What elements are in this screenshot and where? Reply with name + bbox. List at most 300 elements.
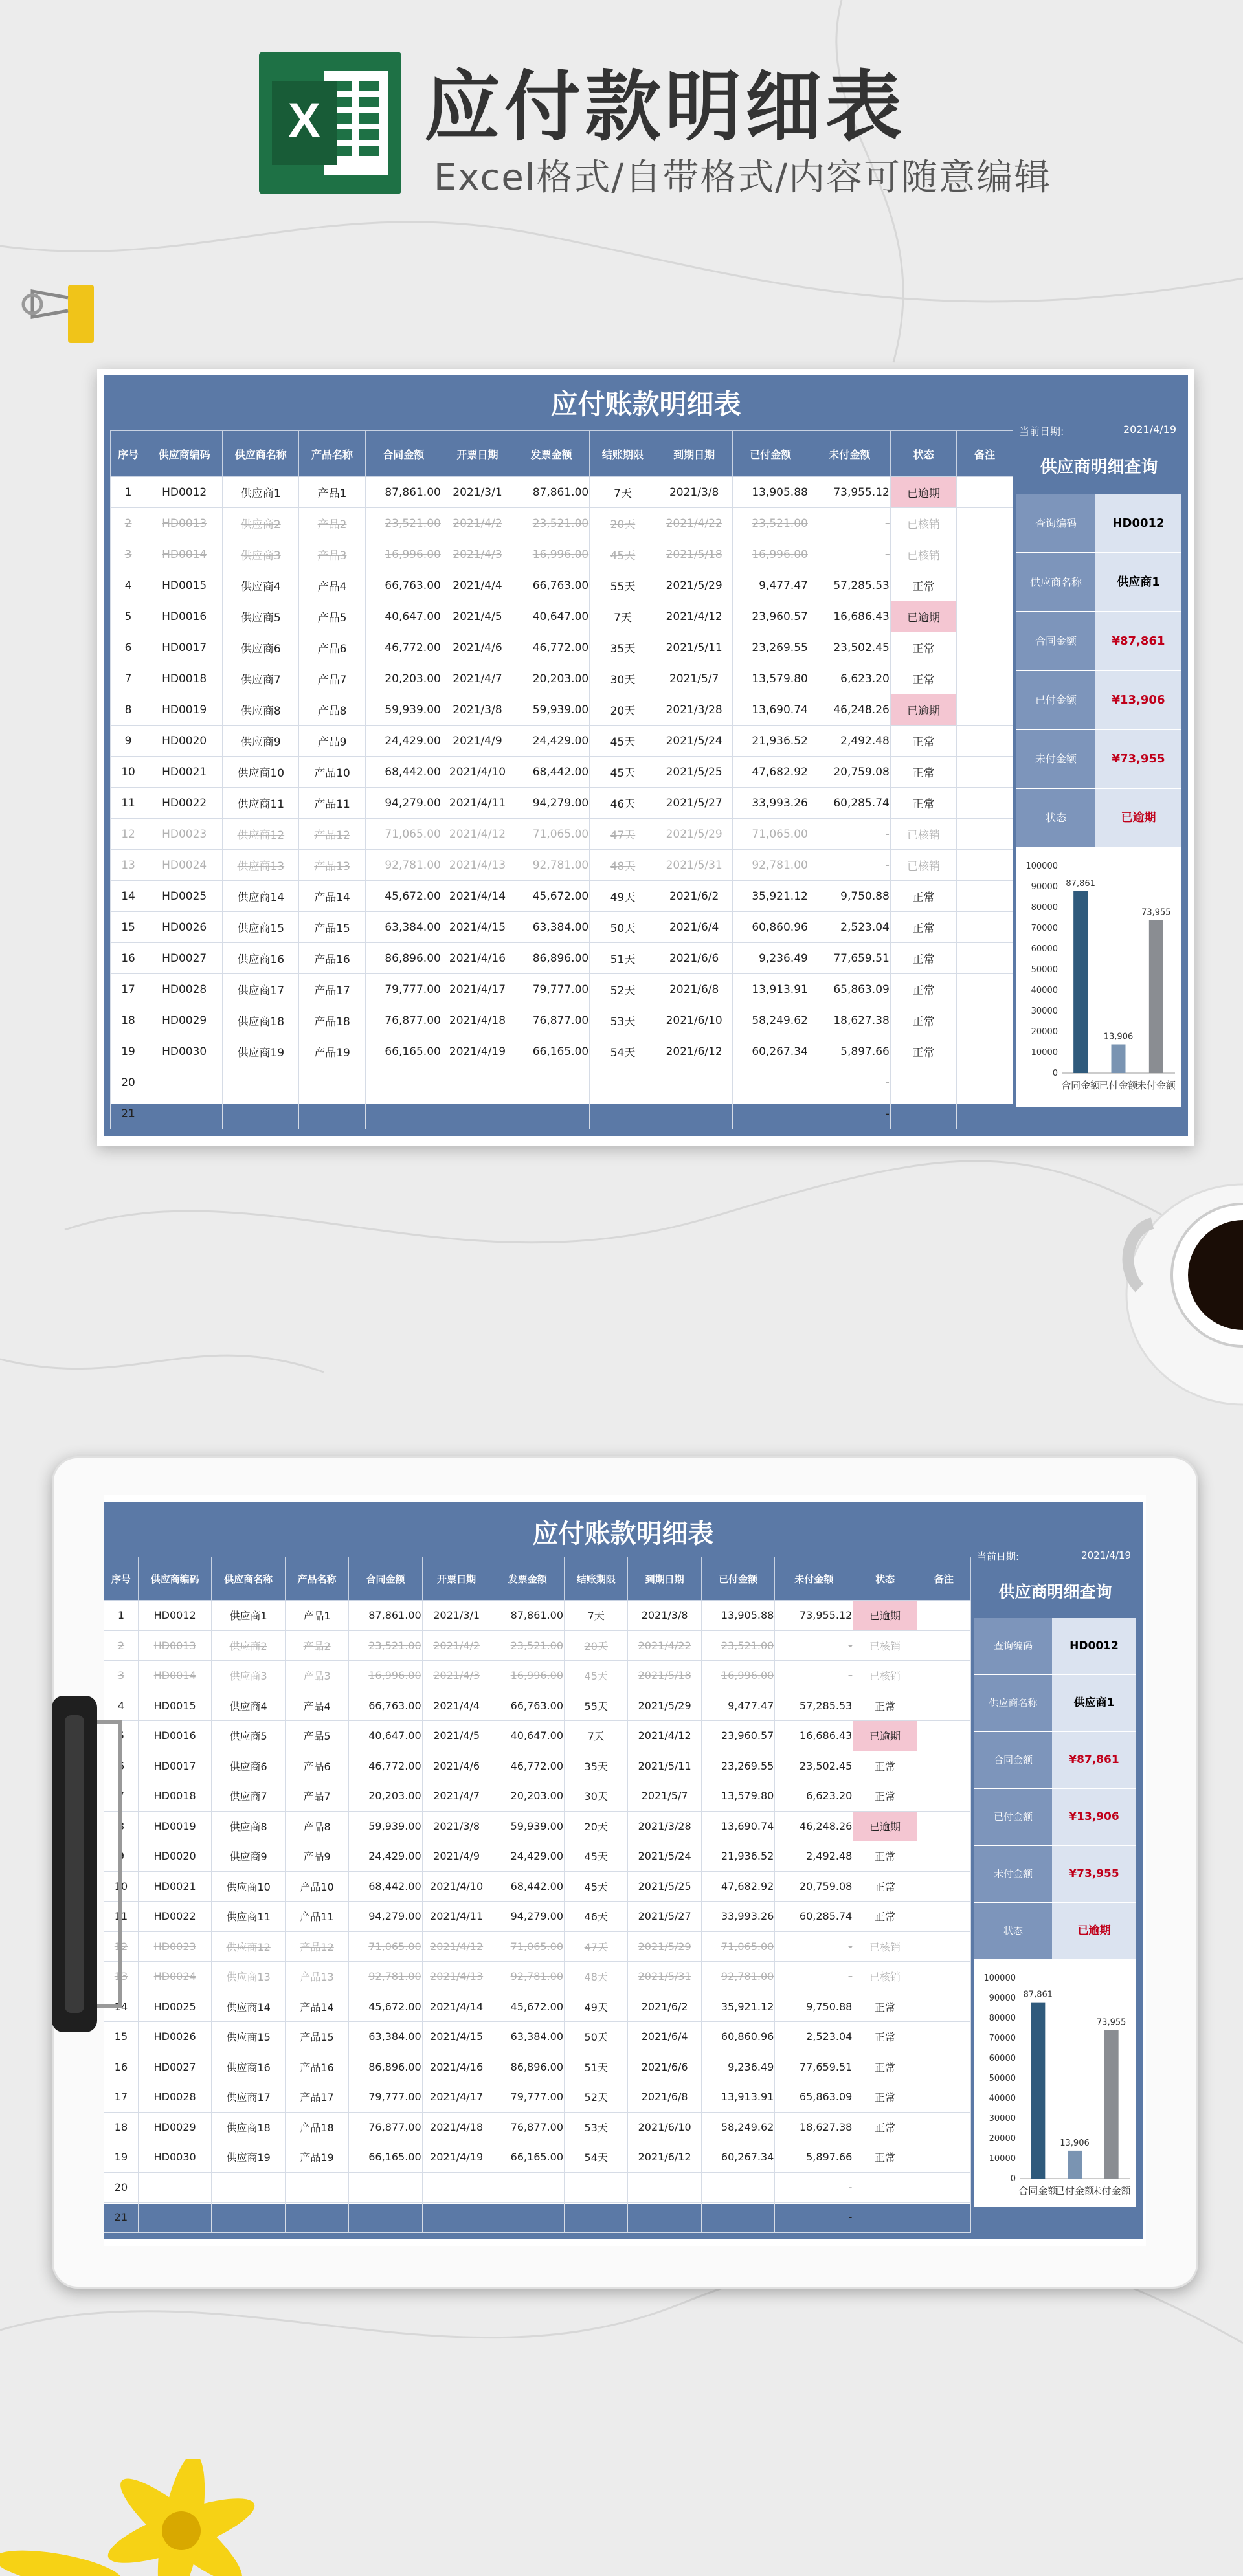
- cell-due[interactable]: 2021/5/31: [628, 1962, 701, 1992]
- cell-term[interactable]: 52天: [590, 974, 656, 1005]
- cell-unpaid[interactable]: 73,955.12: [809, 477, 890, 508]
- cell-unpaid[interactable]: 2,492.48: [809, 726, 890, 757]
- table-row[interactable]: [111, 508, 1013, 539]
- cell-no[interactable]: 1: [104, 1601, 139, 1631]
- cell-due[interactable]: 2021/5/29: [628, 1691, 701, 1721]
- cell-invoice_date[interactable]: 2021/4/7: [422, 1781, 491, 1812]
- cell-invoice_date[interactable]: 2021/4/2: [442, 508, 513, 539]
- lookup-code-input[interactable]: HD0012: [1052, 1618, 1136, 1674]
- cell-paid[interactable]: 60,267.34: [732, 1036, 809, 1067]
- cell-status[interactable]: 正常: [890, 632, 956, 663]
- cell-unpaid[interactable]: -: [809, 508, 890, 539]
- cell-invoice_date[interactable]: 2021/4/2: [422, 1630, 491, 1661]
- cell-note[interactable]: [957, 819, 1013, 850]
- cell-status[interactable]: 正常: [853, 1871, 917, 1902]
- cell-no[interactable]: 3: [111, 539, 146, 570]
- cell-supplier[interactable]: [223, 1067, 299, 1098]
- cell-paid[interactable]: 9,236.49: [701, 2052, 774, 2082]
- cell-invoice_date[interactable]: 2021/4/9: [422, 1841, 491, 1872]
- cell-paid[interactable]: 23,960.57: [732, 601, 809, 632]
- cell-code[interactable]: HD0013: [146, 508, 223, 539]
- cell-contract[interactable]: 94,279.00: [349, 1902, 422, 1932]
- table-row[interactable]: [104, 1721, 971, 1751]
- cell-due[interactable]: 2021/5/11: [656, 632, 732, 663]
- cell-code[interactable]: HD0021: [146, 757, 223, 788]
- cell-supplier[interactable]: 供应商13: [212, 1962, 285, 1992]
- cell-due[interactable]: 2021/6/12: [656, 1036, 732, 1067]
- cell-unpaid[interactable]: -: [809, 819, 890, 850]
- cell-no[interactable]: 21: [111, 1098, 146, 1129]
- cell-paid[interactable]: 47,682.92: [732, 757, 809, 788]
- column-header[interactable]: 结账期限: [565, 1557, 628, 1601]
- table-row[interactable]: [111, 694, 1013, 726]
- cell-due[interactable]: 2021/3/28: [628, 1811, 701, 1841]
- cell-invoice_amt[interactable]: 94,279.00: [513, 788, 590, 819]
- cell-term[interactable]: 46天: [565, 1902, 628, 1932]
- cell-no[interactable]: 16: [111, 943, 146, 974]
- cell-code[interactable]: HD0024: [146, 850, 223, 881]
- cell-no[interactable]: 14: [111, 881, 146, 912]
- cell-contract[interactable]: 68,442.00: [365, 757, 442, 788]
- cell-due[interactable]: 2021/4/22: [628, 1630, 701, 1661]
- column-header[interactable]: 供应商编码: [146, 431, 223, 477]
- cell-no[interactable]: 11: [104, 1902, 139, 1932]
- cell-paid[interactable]: 21,936.52: [701, 1841, 774, 1872]
- cell-product[interactable]: 产品12: [285, 1931, 348, 1962]
- cell-product[interactable]: 产品19: [285, 2142, 348, 2173]
- cell-unpaid[interactable]: -: [775, 1661, 853, 1691]
- cell-term[interactable]: [565, 2203, 628, 2233]
- column-header[interactable]: 发票金额: [491, 1557, 564, 1601]
- cell-due[interactable]: [656, 1098, 732, 1129]
- cell-supplier[interactable]: 供应商1: [212, 1601, 285, 1631]
- column-header[interactable]: 结账期限: [590, 431, 656, 477]
- column-header[interactable]: 合同金额: [349, 1557, 422, 1601]
- cell-invoice_date[interactable]: 2021/4/14: [422, 1992, 491, 2022]
- cell-invoice_date[interactable]: 2021/4/17: [422, 2082, 491, 2113]
- column-header[interactable]: 未付金额: [775, 1557, 853, 1601]
- table-row[interactable]: [111, 539, 1013, 570]
- cell-term[interactable]: 20天: [590, 694, 656, 726]
- cell-contract[interactable]: 92,781.00: [349, 1962, 422, 1992]
- cell-status[interactable]: 已逾期: [890, 694, 956, 726]
- cell-contract[interactable]: [349, 2172, 422, 2203]
- cell-due[interactable]: 2021/5/11: [628, 1751, 701, 1781]
- cell-unpaid[interactable]: 18,627.38: [809, 1005, 890, 1036]
- cell-product[interactable]: 产品14: [299, 881, 365, 912]
- cell-note[interactable]: [957, 477, 1013, 508]
- cell-due[interactable]: 2021/6/4: [628, 2022, 701, 2052]
- cell-invoice_date[interactable]: 2021/4/15: [422, 2022, 491, 2052]
- cell-supplier[interactable]: 供应商3: [212, 1661, 285, 1691]
- cell-unpaid[interactable]: 46,248.26: [809, 694, 890, 726]
- table-row[interactable]: [104, 1871, 971, 1902]
- cell-supplier[interactable]: 供应商18: [212, 2112, 285, 2142]
- cell-note[interactable]: [917, 2172, 970, 2203]
- cell-product[interactable]: 产品10: [285, 1871, 348, 1902]
- cell-contract[interactable]: 92,781.00: [365, 850, 442, 881]
- column-header[interactable]: 供应商编码: [138, 1557, 211, 1601]
- cell-invoice_date[interactable]: 2021/4/10: [422, 1871, 491, 1902]
- cell-note[interactable]: [957, 601, 1013, 632]
- cell-supplier[interactable]: 供应商1: [223, 477, 299, 508]
- cell-invoice_amt[interactable]: 20,203.00: [513, 663, 590, 694]
- cell-status[interactable]: 已核销: [853, 1931, 917, 1962]
- cell-supplier[interactable]: 供应商15: [212, 2022, 285, 2052]
- cell-term[interactable]: 49天: [590, 881, 656, 912]
- cell-no[interactable]: 3: [104, 1661, 139, 1691]
- cell-status[interactable]: 已逾期: [853, 1601, 917, 1631]
- column-header[interactable]: 合同金额: [365, 431, 442, 477]
- cell-code[interactable]: [146, 1098, 223, 1129]
- cell-product[interactable]: 产品10: [299, 757, 365, 788]
- cell-note[interactable]: [917, 2112, 970, 2142]
- cell-due[interactable]: 2021/3/8: [656, 477, 732, 508]
- cell-invoice_amt[interactable]: 59,939.00: [513, 694, 590, 726]
- cell-contract[interactable]: 24,429.00: [349, 1841, 422, 1872]
- cell-contract[interactable]: 16,996.00: [365, 539, 442, 570]
- cell-contract[interactable]: 46,772.00: [349, 1751, 422, 1781]
- cell-contract[interactable]: 79,777.00: [349, 2082, 422, 2113]
- cell-unpaid[interactable]: 5,897.66: [775, 2142, 853, 2173]
- cell-paid[interactable]: 16,996.00: [732, 539, 809, 570]
- cell-note[interactable]: [917, 2082, 970, 2113]
- cell-invoice_amt[interactable]: 79,777.00: [491, 2082, 564, 2113]
- lookup-code-input[interactable]: HD0012: [1095, 494, 1181, 552]
- cell-due[interactable]: 2021/6/8: [656, 974, 732, 1005]
- cell-code[interactable]: HD0018: [138, 1781, 211, 1812]
- cell-term[interactable]: [590, 1098, 656, 1129]
- cell-invoice_amt[interactable]: 86,896.00: [491, 2052, 564, 2082]
- cell-unpaid[interactable]: 2,492.48: [775, 1841, 853, 1872]
- cell-due[interactable]: 2021/6/12: [628, 2142, 701, 2173]
- table-row[interactable]: [104, 1992, 971, 2022]
- cell-invoice_date[interactable]: 2021/4/10: [442, 757, 513, 788]
- cell-note[interactable]: [917, 2203, 970, 2233]
- cell-contract[interactable]: 59,939.00: [365, 694, 442, 726]
- cell-no[interactable]: 17: [111, 974, 146, 1005]
- cell-paid[interactable]: 13,913.91: [701, 2082, 774, 2113]
- cell-paid[interactable]: 13,690.74: [701, 1811, 774, 1841]
- table-row[interactable]: [111, 632, 1013, 663]
- cell-term[interactable]: 53天: [590, 1005, 656, 1036]
- cell-invoice_date[interactable]: 2021/4/13: [422, 1962, 491, 1992]
- cell-code[interactable]: [138, 2203, 211, 2233]
- cell-status[interactable]: 正常: [890, 881, 956, 912]
- cell-unpaid[interactable]: 23,502.45: [809, 632, 890, 663]
- cell-unpaid[interactable]: 16,686.43: [775, 1721, 853, 1751]
- cell-no[interactable]: 8: [104, 1811, 139, 1841]
- cell-due[interactable]: 2021/6/4: [656, 912, 732, 943]
- cell-product[interactable]: 产品1: [299, 477, 365, 508]
- cell-contract[interactable]: 66,165.00: [349, 2142, 422, 2173]
- table-row[interactable]: [111, 819, 1013, 850]
- cell-invoice_date[interactable]: 2021/4/16: [442, 943, 513, 974]
- cell-invoice_amt[interactable]: 46,772.00: [491, 1751, 564, 1781]
- cell-invoice_amt[interactable]: 79,777.00: [513, 974, 590, 1005]
- cell-invoice_date[interactable]: 2021/4/11: [442, 788, 513, 819]
- column-header[interactable]: 发票金额: [513, 431, 590, 477]
- cell-invoice_amt[interactable]: 66,763.00: [513, 570, 590, 601]
- cell-supplier[interactable]: 供应商15: [223, 912, 299, 943]
- cell-note[interactable]: [917, 1902, 970, 1932]
- cell-invoice_date[interactable]: 2021/3/8: [422, 1811, 491, 1841]
- cell-due[interactable]: 2021/6/2: [656, 881, 732, 912]
- cell-due[interactable]: 2021/5/29: [628, 1931, 701, 1962]
- cell-paid[interactable]: 9,477.47: [732, 570, 809, 601]
- table-row[interactable]: [111, 943, 1013, 974]
- cell-code[interactable]: HD0020: [138, 1841, 211, 1872]
- cell-status[interactable]: 已逾期: [853, 1721, 917, 1751]
- cell-note[interactable]: [957, 757, 1013, 788]
- cell-unpaid[interactable]: 60,285.74: [809, 788, 890, 819]
- cell-term[interactable]: 45天: [590, 539, 656, 570]
- cell-invoice_date[interactable]: 2021/4/5: [442, 601, 513, 632]
- cell-status[interactable]: 正常: [853, 2022, 917, 2052]
- cell-status[interactable]: 已核销: [890, 508, 956, 539]
- cell-invoice_date[interactable]: 2021/4/5: [422, 1721, 491, 1751]
- cell-no[interactable]: 8: [111, 694, 146, 726]
- cell-paid[interactable]: 13,579.80: [732, 663, 809, 694]
- cell-no[interactable]: 15: [111, 912, 146, 943]
- cell-invoice_amt[interactable]: 20,203.00: [491, 1781, 564, 1812]
- table-row[interactable]: [111, 881, 1013, 912]
- cell-invoice_amt[interactable]: 59,939.00: [491, 1811, 564, 1841]
- cell-product[interactable]: 产品17: [285, 2082, 348, 2113]
- cell-due[interactable]: 2021/5/25: [656, 757, 732, 788]
- cell-supplier[interactable]: [223, 1098, 299, 1129]
- cell-status[interactable]: 正常: [890, 788, 956, 819]
- cell-invoice_amt[interactable]: 45,672.00: [513, 881, 590, 912]
- cell-paid[interactable]: 23,521.00: [701, 1630, 774, 1661]
- cell-supplier[interactable]: 供应商16: [212, 2052, 285, 2082]
- cell-unpaid[interactable]: -: [775, 2172, 853, 2203]
- cell-due[interactable]: 2021/4/22: [656, 508, 732, 539]
- cell-note[interactable]: [957, 1098, 1013, 1129]
- table-row[interactable]: [104, 2082, 971, 2113]
- cell-term[interactable]: 20天: [590, 508, 656, 539]
- cell-code[interactable]: HD0016: [138, 1721, 211, 1751]
- table-row[interactable]: [104, 2112, 971, 2142]
- table-row[interactable]: [111, 1067, 1013, 1098]
- cell-supplier[interactable]: 供应商7: [223, 663, 299, 694]
- column-header[interactable]: 供应商名称: [223, 431, 299, 477]
- table-row[interactable]: [104, 2142, 971, 2173]
- cell-code[interactable]: HD0028: [138, 2082, 211, 2113]
- cell-due[interactable]: [628, 2172, 701, 2203]
- cell-no[interactable]: 2: [104, 1630, 139, 1661]
- cell-invoice_date[interactable]: 2021/4/11: [422, 1902, 491, 1932]
- cell-paid[interactable]: 23,269.55: [732, 632, 809, 663]
- table-row[interactable]: [104, 1601, 971, 1631]
- cell-term[interactable]: 49天: [565, 1992, 628, 2022]
- cell-contract[interactable]: 40,647.00: [365, 601, 442, 632]
- cell-due[interactable]: 2021/5/18: [656, 539, 732, 570]
- cell-product[interactable]: 产品9: [299, 726, 365, 757]
- cell-supplier[interactable]: 供应商13: [223, 850, 299, 881]
- cell-contract[interactable]: [365, 1098, 442, 1129]
- cell-contract[interactable]: 23,521.00: [349, 1630, 422, 1661]
- cell-term[interactable]: 47天: [565, 1931, 628, 1962]
- cell-paid[interactable]: 60,860.96: [701, 2022, 774, 2052]
- cell-unpaid[interactable]: 57,285.53: [775, 1691, 853, 1721]
- table-row[interactable]: [104, 1691, 971, 1721]
- cell-term[interactable]: 50天: [590, 912, 656, 943]
- cell-invoice_date[interactable]: [442, 1098, 513, 1129]
- cell-invoice_amt[interactable]: 16,996.00: [491, 1661, 564, 1691]
- cell-contract[interactable]: 46,772.00: [365, 632, 442, 663]
- cell-paid[interactable]: 9,236.49: [732, 943, 809, 974]
- cell-note[interactable]: [957, 508, 1013, 539]
- cell-status[interactable]: 已核销: [853, 1661, 917, 1691]
- cell-status[interactable]: 正常: [890, 1005, 956, 1036]
- cell-code[interactable]: HD0015: [138, 1691, 211, 1721]
- cell-product[interactable]: 产品11: [285, 1902, 348, 1932]
- cell-product[interactable]: 产品15: [299, 912, 365, 943]
- cell-product[interactable]: 产品14: [285, 1992, 348, 2022]
- cell-contract[interactable]: 66,763.00: [365, 570, 442, 601]
- cell-product[interactable]: 产品4: [285, 1691, 348, 1721]
- cell-invoice_amt[interactable]: 71,065.00: [491, 1931, 564, 1962]
- cell-term[interactable]: 54天: [590, 1036, 656, 1067]
- cell-note[interactable]: [957, 850, 1013, 881]
- cell-due[interactable]: 2021/5/31: [656, 850, 732, 881]
- cell-unpaid[interactable]: 73,955.12: [775, 1601, 853, 1631]
- cell-term[interactable]: 20天: [565, 1811, 628, 1841]
- cell-contract[interactable]: 16,996.00: [349, 1661, 422, 1691]
- cell-unpaid[interactable]: 65,863.09: [775, 2082, 853, 2113]
- cell-status[interactable]: [853, 2172, 917, 2203]
- cell-product[interactable]: [285, 2203, 348, 2233]
- cell-contract[interactable]: 94,279.00: [365, 788, 442, 819]
- cell-supplier[interactable]: 供应商14: [212, 1992, 285, 2022]
- table-row[interactable]: [111, 850, 1013, 881]
- table-row[interactable]: [104, 1902, 971, 1932]
- cell-note[interactable]: [957, 943, 1013, 974]
- cell-status[interactable]: 已逾期: [853, 1811, 917, 1841]
- cell-due[interactable]: 2021/6/6: [628, 2052, 701, 2082]
- cell-code[interactable]: HD0022: [146, 788, 223, 819]
- cell-note[interactable]: [957, 974, 1013, 1005]
- cell-due[interactable]: 2021/6/10: [628, 2112, 701, 2142]
- cell-status[interactable]: 正常: [853, 1902, 917, 1932]
- cell-paid[interactable]: [701, 2203, 774, 2233]
- cell-unpaid[interactable]: 16,686.43: [809, 601, 890, 632]
- column-header[interactable]: 已付金额: [701, 1557, 774, 1601]
- cell-supplier[interactable]: 供应商17: [223, 974, 299, 1005]
- cell-product[interactable]: 产品13: [299, 850, 365, 881]
- cell-unpaid[interactable]: 20,759.08: [809, 757, 890, 788]
- cell-term[interactable]: 52天: [565, 2082, 628, 2113]
- cell-contract[interactable]: 20,203.00: [349, 1781, 422, 1812]
- cell-unpaid[interactable]: 60,285.74: [775, 1902, 853, 1932]
- cell-no[interactable]: 1: [111, 477, 146, 508]
- cell-invoice_amt[interactable]: 76,877.00: [491, 2112, 564, 2142]
- column-header[interactable]: 状态: [853, 1557, 917, 1601]
- cell-no[interactable]: 14: [104, 1992, 139, 2022]
- cell-code[interactable]: HD0029: [138, 2112, 211, 2142]
- cell-status[interactable]: [853, 2203, 917, 2233]
- cell-supplier[interactable]: 供应商11: [223, 788, 299, 819]
- cell-no[interactable]: 20: [104, 2172, 139, 2203]
- column-header[interactable]: 开票日期: [422, 1557, 491, 1601]
- cell-unpaid[interactable]: 46,248.26: [775, 1811, 853, 1841]
- cell-note[interactable]: [957, 1005, 1013, 1036]
- cell-invoice_amt[interactable]: 66,165.00: [513, 1036, 590, 1067]
- cell-code[interactable]: HD0021: [138, 1871, 211, 1902]
- cell-supplier[interactable]: 供应商8: [223, 694, 299, 726]
- cell-paid[interactable]: 58,249.62: [732, 1005, 809, 1036]
- cell-no[interactable]: 13: [111, 850, 146, 881]
- cell-product[interactable]: 产品9: [285, 1841, 348, 1872]
- cell-product[interactable]: [299, 1067, 365, 1098]
- cell-invoice_amt[interactable]: [491, 2172, 564, 2203]
- cell-invoice_amt[interactable]: 63,384.00: [491, 2022, 564, 2052]
- cell-invoice_amt[interactable]: [491, 2203, 564, 2233]
- cell-invoice_amt[interactable]: 94,279.00: [491, 1902, 564, 1932]
- cell-code[interactable]: HD0027: [146, 943, 223, 974]
- cell-contract[interactable]: 87,861.00: [349, 1601, 422, 1631]
- cell-invoice_date[interactable]: 2021/4/12: [442, 819, 513, 850]
- cell-invoice_amt[interactable]: 86,896.00: [513, 943, 590, 974]
- cell-due[interactable]: 2021/5/29: [656, 819, 732, 850]
- cell-term[interactable]: 30天: [565, 1781, 628, 1812]
- cell-product[interactable]: 产品2: [285, 1630, 348, 1661]
- cell-no[interactable]: 5: [111, 601, 146, 632]
- cell-invoice_date[interactable]: 2021/4/16: [422, 2052, 491, 2082]
- cell-no[interactable]: 7: [111, 663, 146, 694]
- cell-status[interactable]: 正常: [853, 1992, 917, 2022]
- cell-supplier[interactable]: 供应商3: [223, 539, 299, 570]
- cell-term[interactable]: 7天: [590, 477, 656, 508]
- cell-note[interactable]: [957, 881, 1013, 912]
- cell-contract[interactable]: 23,521.00: [365, 508, 442, 539]
- cell-note[interactable]: [957, 726, 1013, 757]
- cell-due[interactable]: 2021/5/24: [628, 1841, 701, 1872]
- cell-invoice_amt[interactable]: 23,521.00: [491, 1630, 564, 1661]
- cell-no[interactable]: 10: [111, 757, 146, 788]
- cell-note[interactable]: [917, 1841, 970, 1872]
- cell-invoice_amt[interactable]: 23,521.00: [513, 508, 590, 539]
- cell-unpaid[interactable]: -: [775, 1962, 853, 1992]
- cell-invoice_amt[interactable]: 87,861.00: [491, 1601, 564, 1631]
- cell-invoice_date[interactable]: 2021/4/12: [422, 1931, 491, 1962]
- cell-no[interactable]: 13: [104, 1962, 139, 1992]
- cell-term[interactable]: 35天: [590, 632, 656, 663]
- cell-code[interactable]: HD0012: [138, 1601, 211, 1631]
- cell-term[interactable]: 51天: [565, 2052, 628, 2082]
- cell-status[interactable]: 已逾期: [890, 601, 956, 632]
- cell-term[interactable]: 35天: [565, 1751, 628, 1781]
- cell-product[interactable]: 产品3: [299, 539, 365, 570]
- cell-status[interactable]: 正常: [853, 1691, 917, 1721]
- cell-invoice_amt[interactable]: 16,996.00: [513, 539, 590, 570]
- cell-paid[interactable]: [732, 1098, 809, 1129]
- cell-paid[interactable]: 92,781.00: [732, 850, 809, 881]
- cell-due[interactable]: 2021/5/7: [656, 663, 732, 694]
- cell-paid[interactable]: 92,781.00: [701, 1962, 774, 1992]
- cell-no[interactable]: 11: [111, 788, 146, 819]
- cell-product[interactable]: 产品13: [285, 1962, 348, 1992]
- cell-unpaid[interactable]: -: [775, 1630, 853, 1661]
- cell-code[interactable]: HD0026: [146, 912, 223, 943]
- cell-paid[interactable]: 23,521.00: [732, 508, 809, 539]
- cell-note[interactable]: [957, 788, 1013, 819]
- cell-note[interactable]: [957, 663, 1013, 694]
- cell-unpaid[interactable]: -: [809, 850, 890, 881]
- cell-term[interactable]: 45天: [565, 1841, 628, 1872]
- cell-term[interactable]: 51天: [590, 943, 656, 974]
